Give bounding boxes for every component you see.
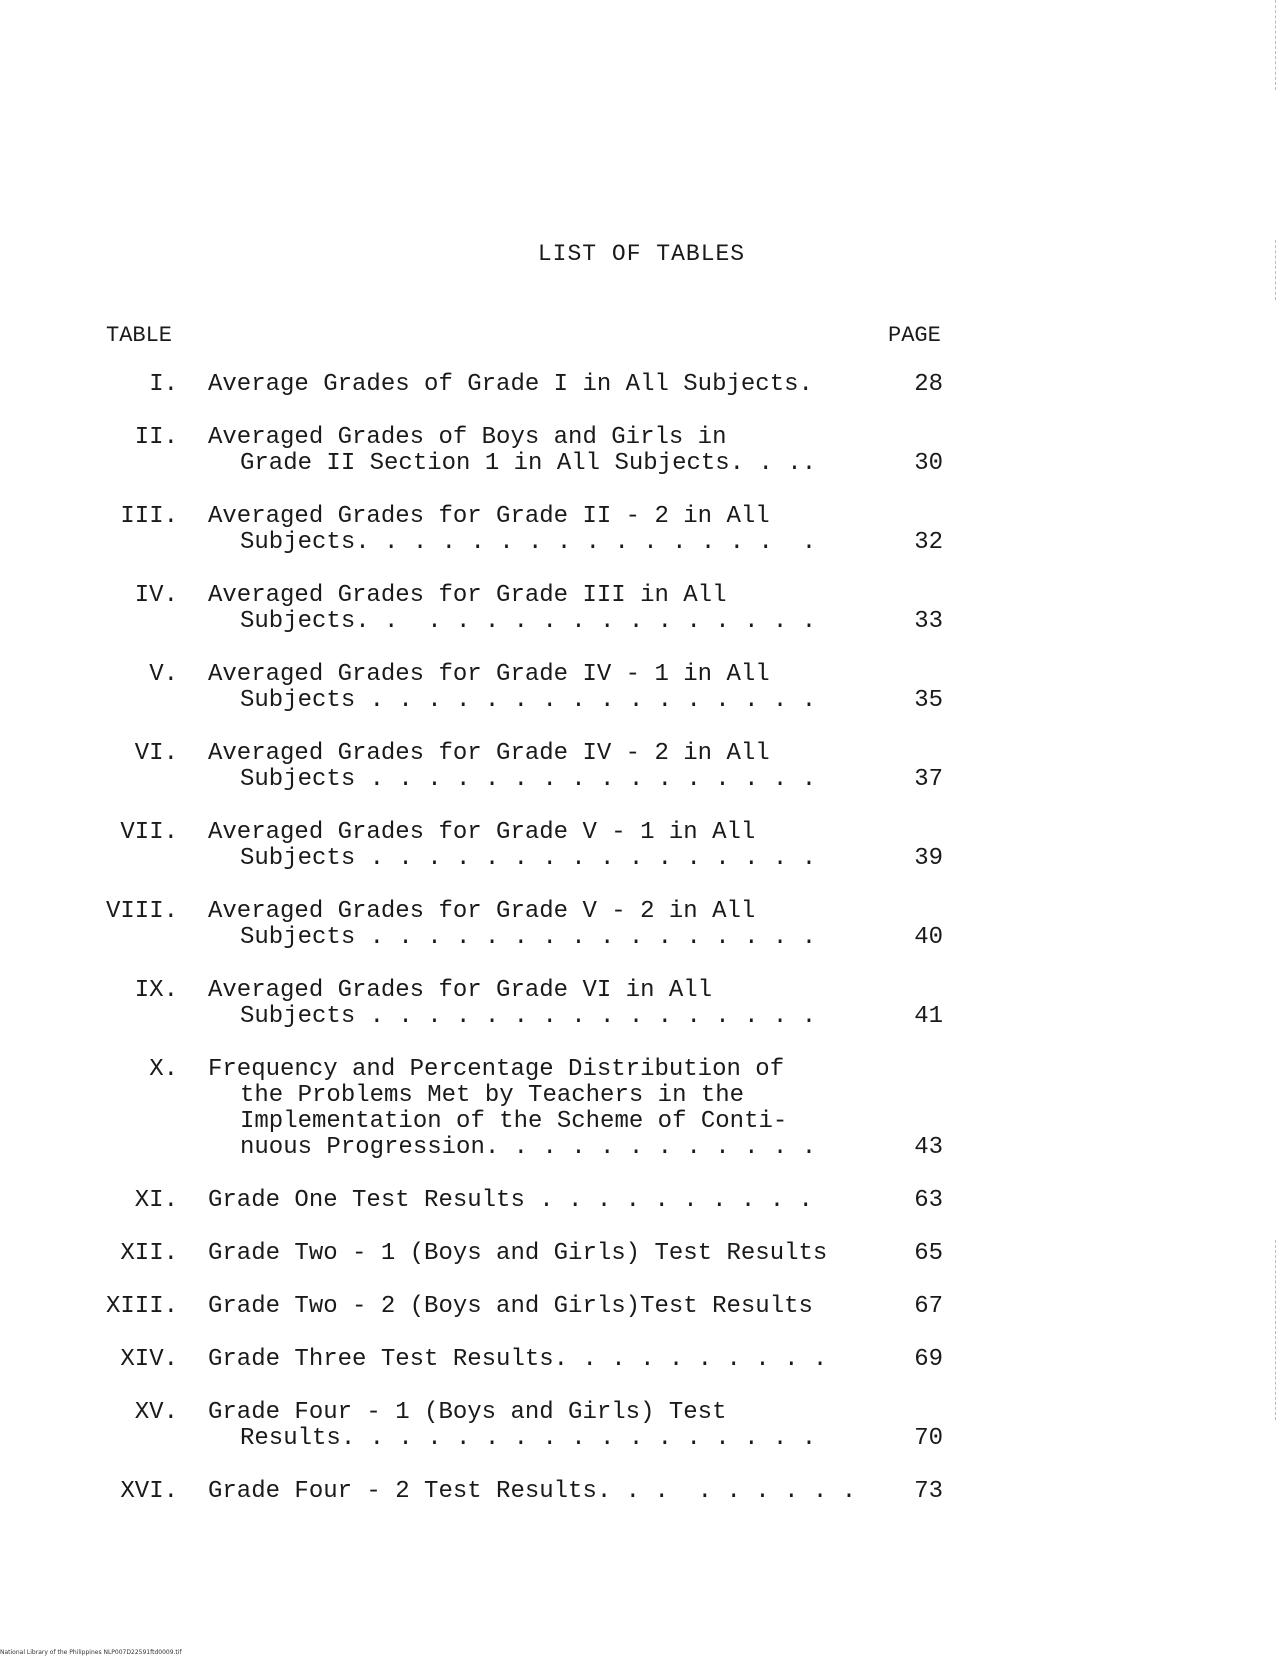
table-numeral: IX.: [134, 977, 178, 1004]
table-numeral: VI.: [134, 740, 178, 767]
table-entry-line: Subjects. . . . . . . . . . . . . . . .: [240, 608, 817, 635]
table-entry-line: Implementation of the Scheme of Conti-: [240, 1108, 788, 1135]
table-numeral: II.: [134, 424, 178, 451]
table-page-number: 63: [914, 1187, 943, 1214]
table-numeral: VIII.: [105, 898, 178, 925]
table-page-number: 40: [914, 924, 943, 951]
table-entry-line: Averaged Grades for Grade V - 1 in All: [208, 819, 756, 846]
table-entry-title: [208, 1240, 943, 1267]
table-entry-title: [208, 1346, 943, 1373]
table-numeral: XV.: [134, 1399, 178, 1426]
table-page-number: 30: [914, 450, 943, 477]
table-entry-title: [208, 424, 943, 477]
table-column-heading: TABLE: [106, 323, 173, 348]
table-entry-line: Subjects . . . . . . . . . . . . . . . .: [240, 924, 817, 951]
table-page-number: 73: [914, 1478, 943, 1505]
table-entry-line: Results. . . . . . . . . . . . . . . . .: [240, 1425, 817, 1452]
table-entry: [0, 1241, 1283, 1267]
table-entry-line: Grade Four - 1 (Boys and Girls) Test: [208, 1399, 727, 1426]
table-entry-title: [208, 1187, 943, 1214]
table-numeral: III.: [120, 503, 178, 530]
table-entry: [0, 583, 1283, 635]
scan-edge-mark: [1275, 1240, 1277, 1420]
table-entry-title: [208, 740, 943, 793]
table-entry: [0, 1400, 1283, 1452]
table-entry-line: Averaged Grades for Grade VI in All: [208, 977, 713, 1004]
table-entry-line: Grade Two - 2 (Boys and Girls)Test Results: [208, 1293, 813, 1320]
table-numeral: V.: [149, 661, 178, 688]
table-entry: [0, 504, 1283, 556]
table-page-number: 69: [914, 1346, 943, 1373]
table-page-number: 37: [914, 766, 943, 793]
page-column-heading: PAGE: [888, 323, 941, 348]
table-entry-line: Subjects. . . . . . . . . . . . . . . .: [240, 529, 817, 556]
table-entry-line: Frequency and Percentage Distribution of: [208, 1056, 785, 1083]
table-numeral: XI.: [134, 1187, 178, 1214]
table-entry: [0, 820, 1283, 872]
table-page-number: 35: [914, 687, 943, 714]
table-entry-line: Averaged Grades of Boys and Girls in: [208, 424, 727, 451]
table-entry: [0, 1347, 1283, 1373]
table-entry-line: Averaged Grades for Grade III in All: [208, 582, 727, 609]
table-entry-line: nuous Progression. . . . . . . . . . . .: [240, 1134, 817, 1161]
table-page-number: 70: [914, 1425, 943, 1452]
table-entry-title: [208, 503, 943, 556]
table-page-number: 65: [914, 1240, 943, 1267]
table-entry: [0, 978, 1283, 1030]
table-entry-title: [208, 977, 943, 1030]
table-entry: [0, 372, 1283, 398]
table-entry-title: [208, 1056, 943, 1161]
table-numeral: IV.: [134, 582, 178, 609]
table-entry-line: Subjects . . . . . . . . . . . . . . . .: [240, 687, 817, 714]
table-entry-line: Grade One Test Results . . . . . . . . . .: [208, 1187, 813, 1214]
table-numeral: XIV.: [120, 1346, 178, 1373]
table-entry-line: Grade Four - 2 Test Results. . . . . . . . .: [208, 1478, 857, 1505]
table-numeral: I.: [149, 371, 178, 398]
table-entry-title: [208, 1478, 943, 1505]
table-entry-title: [208, 1293, 943, 1320]
table-entry-line: Grade Two - 1 (Boys and Girls) Test Results: [208, 1240, 828, 1267]
table-entry: [0, 1294, 1283, 1320]
table-entry-line: Subjects . . . . . . . . . . . . . . . .: [240, 766, 817, 793]
table-entry-line: Grade II Section 1 in All Subjects. . ..: [240, 450, 817, 477]
table-page-number: 32: [914, 529, 943, 556]
table-entry-line: Averaged Grades for Grade IV - 1 in All: [208, 661, 770, 688]
table-entry-title: [208, 819, 943, 872]
scan-footer-note: National Library of the Philippines NLP007D22591ftd0009.tif: [0, 1649, 182, 1656]
table-entry-line: Grade Three Test Results. . . . . . . . . .: [208, 1346, 828, 1373]
table-page-number: 43: [914, 1134, 943, 1161]
table-entry-title: [208, 582, 943, 635]
table-entry-title: [208, 661, 943, 714]
scan-edge-mark: [1275, 240, 1277, 300]
table-entry: [0, 1188, 1283, 1214]
table-page-number: 33: [914, 608, 943, 635]
table-entry-line: Averaged Grades for Grade IV - 2 in All: [208, 740, 770, 767]
table-entry: [0, 425, 1283, 477]
table-entry-title: [208, 371, 943, 398]
table-entry-line: Average Grades of Grade I in All Subjects.: [208, 371, 813, 398]
table-entry-title: [208, 898, 943, 951]
table-entry-line: Subjects . . . . . . . . . . . . . . . .: [240, 845, 817, 872]
table-entry-line: Subjects . . . . . . . . . . . . . . . .: [240, 1003, 817, 1030]
table-entry-line: the Problems Met by Teachers in the: [240, 1082, 745, 1109]
scan-edge-mark: [1275, 0, 1277, 90]
table-numeral: XVI.: [120, 1478, 178, 1505]
table-entry: [0, 1057, 1283, 1161]
page-title: LIST OF TABLES: [537, 241, 746, 267]
table-numeral: XIII.: [105, 1293, 178, 1320]
table-page-number: 41: [914, 1003, 943, 1030]
table-numeral: X.: [149, 1056, 178, 1083]
table-entry: [0, 1479, 1283, 1505]
table-entry-line: Averaged Grades for Grade II - 2 in All: [208, 503, 770, 530]
table-entry: [0, 741, 1283, 793]
table-page-number: 39: [914, 845, 943, 872]
table-entry: [0, 662, 1283, 714]
table-numeral: XII.: [120, 1240, 178, 1267]
table-page-number: 28: [914, 371, 943, 398]
table-list: [0, 372, 1283, 1532]
table-entry: [0, 899, 1283, 951]
table-entry-line: Averaged Grades for Grade V - 2 in All: [208, 898, 756, 925]
table-entry-title: [208, 1399, 943, 1452]
table-numeral: VII.: [120, 819, 178, 846]
table-page-number: 67: [914, 1293, 943, 1320]
